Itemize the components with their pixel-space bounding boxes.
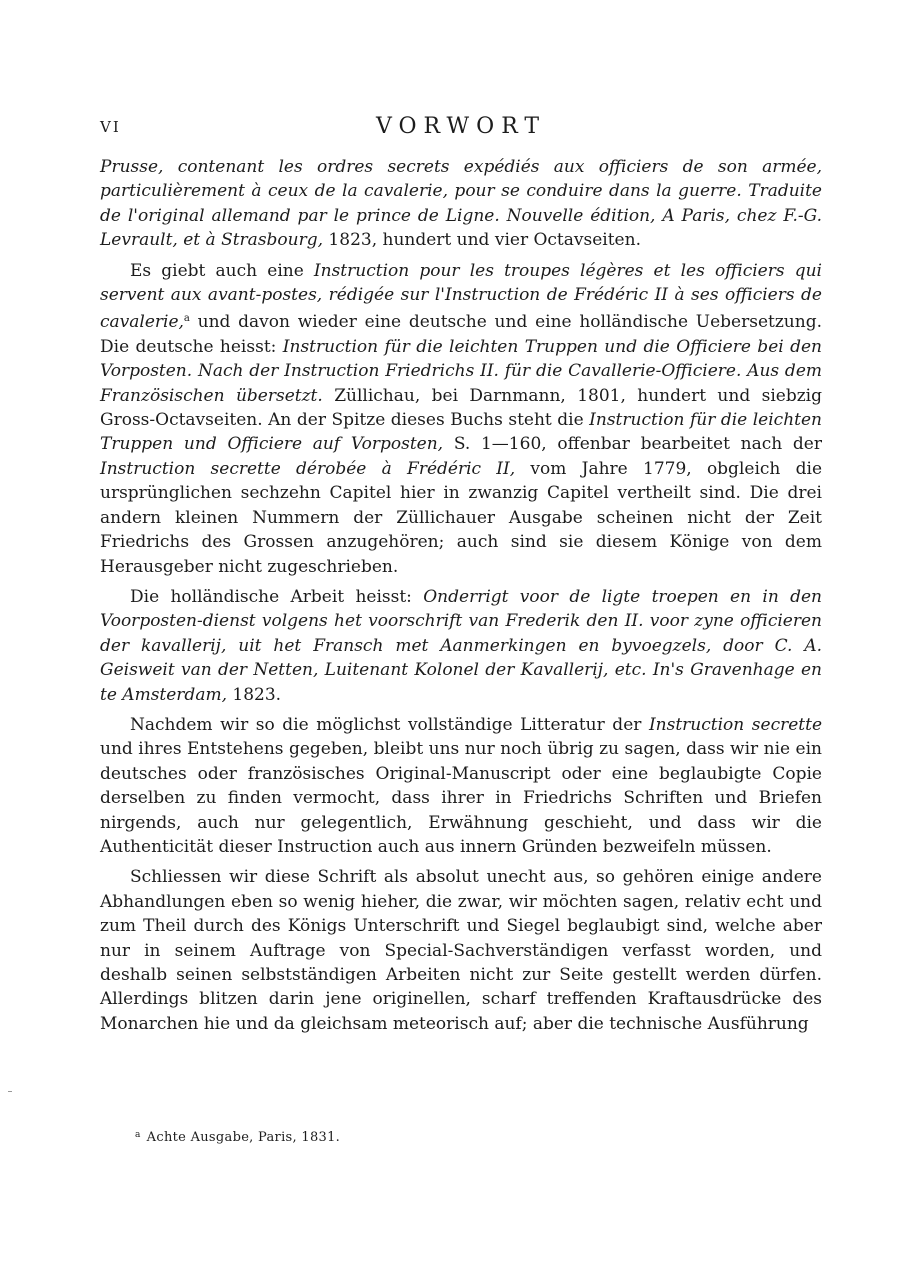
text-run: Nachdem wir so die möglichst vollständige Litteratur der	[130, 714, 649, 735]
margin-mark	[8, 1091, 12, 1092]
footnote-text: Achte Ausgabe, Paris, 1831.	[146, 1130, 341, 1145]
paragraph	[100, 155, 822, 253]
text-run: und ihres Entstehens gegeben, bleibt uns nur noch übrig zu sagen, dass wir nie ein deutsches oder französisches Original-Manuscript oder eine beglaubigte Copie derselben zu finden vermocht, dass ihrer in Friedrichs Schriften und Briefen nirgends, auch nur gelegentlich, Erwähnung geschieht, und dass wir die Authenticität dieser Instruction auch aus innern Gründen bezweifeln müssen.	[100, 739, 822, 857]
footnote-ref: a	[183, 313, 190, 325]
italic-title: Instruction pour les troupes légères et les officiers qui servent aux avant-postes, rédigée sur l'Instruction de Frédéric II à ses officiers de cavalerie,	[100, 260, 822, 333]
footnote-mark: a	[135, 1130, 141, 1140]
text-run: S. 1—160, offenbar bearbeitet nach der	[443, 434, 822, 455]
page-number: VI	[100, 118, 121, 136]
text-run: Es giebt auch eine	[130, 260, 314, 281]
italic-title: Instruction für die leichten Truppen und die Officiere bei den Vorposten. Nach der Instruction Friedrichs II. für die Cavallerie-Officiere. Aus dem Französischen übersetzt.	[100, 336, 822, 406]
footnote	[135, 1130, 825, 1145]
body-text	[100, 155, 822, 1042]
paragraph	[100, 865, 822, 1036]
paragraph	[100, 713, 822, 859]
text-run: Die holländische Arbeit heisst:	[130, 586, 424, 607]
italic-title: Instruction secrette	[648, 714, 823, 735]
running-title: VORWORT	[375, 114, 547, 139]
text-run: und davon wieder eine deutsche und eine holländische Uebersetzung. Die deutsche heisst:	[100, 312, 822, 357]
italic-title: Instruction secrette dérobée à Frédéric II,	[100, 458, 516, 479]
page-header	[100, 114, 822, 142]
text-run: Züllichau, bei Darnmann, 1801, hundert und siebzig Gross-Octavseiten. An der Spitze dieses Buchs steht die	[100, 385, 822, 431]
italic-title: Prusse, contenant les ordres secrets expédiés aux officiers de son armée, particulièrement à ceux de la cavalerie, pour se conduire dans la guerre. Traduite de l'original allemand par le prince de Ligne. Nouvelle édition, A Paris, chez F.-G. Levrault, et à Strasbourg,	[100, 157, 822, 251]
italic-title: Instruction für die leichten Truppen und Officiere auf Vorposten,	[100, 410, 822, 455]
text-run: 1823, hundert und vier Octavseiten.	[323, 230, 641, 251]
paragraph	[100, 259, 822, 579]
italic-title: Onderrigt voor de ligte troepen en in den Voorposten-dienst volgens het voorschrift van Frederik den II. voor zyne officieren der kavallerij, uit het Fransch met Aanmerkingen en byvoegzels, door C. A. Geisweit van der Netten, Luitenant Kolonel der Kavallerij, etc. In's Gravenhage en te Amsterdam,	[100, 586, 822, 705]
paragraph	[100, 585, 822, 707]
text-run: 1823.	[226, 684, 282, 705]
text-run: vom Jahre 1779, obgleich die ursprünglichen sechzehn Capitel hier in zwanzig Capitel vertheilt sind. Die drei andern kleinen Nummern der Züllichauer Ausgabe scheinen nicht der Zeit Friedrichs des Grossen anzugehören; auch sind sie diesem Könige von dem Herausgeber nicht zugeschrieben.	[100, 458, 822, 577]
text-run: Schliessen wir diese Schrift als absolut unecht aus, so gehören einige andere Abhandlungen eben so wenig hieher, die zwar, wir möchten sagen, relativ echt und zum Theil durch des Königs Unterschrift und Siegel beglaubigt sind, welche aber nur in seinem Auftrage von Special-Sachverständigen verfasst worden, und deshalb seinen selbstständigen Arbeiten nicht zur Seite gestellt werden dürfen. Allerdings blitzen darin jene originellen, scharf treffenden Kraftausdrücke des Monarchen hie und da gleichsam meteorisch auf; aber die technische Ausführung	[100, 867, 822, 1034]
